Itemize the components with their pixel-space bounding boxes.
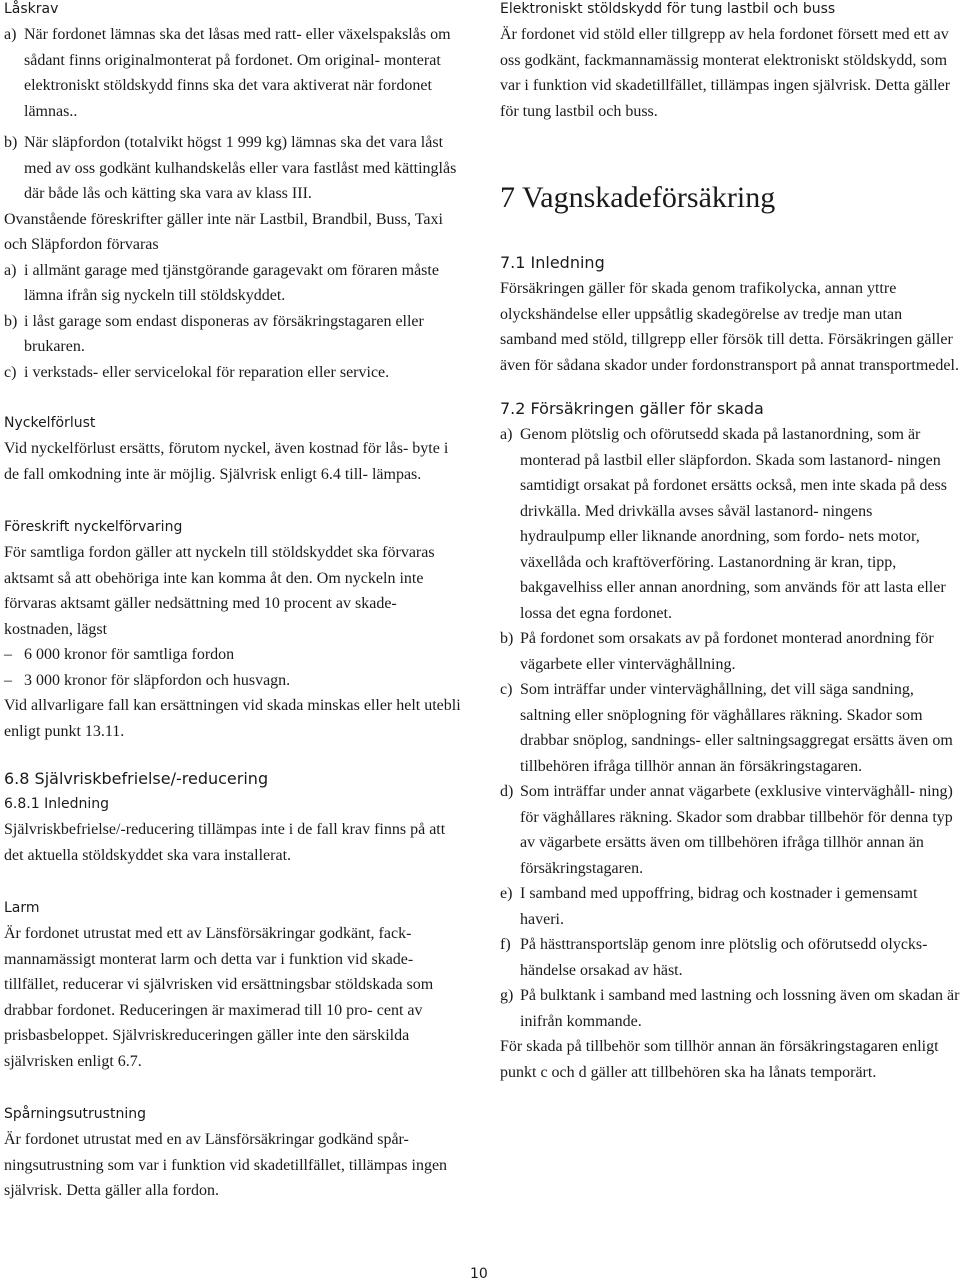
item-label: a) — [4, 26, 17, 43]
larm-heading: Larm — [4, 900, 40, 916]
item-text: i låst garage som endast disponeras av försäkringstagaren eller brukaren. — [24, 312, 424, 355]
section-6-8-heading: 6.8 Självriskbefrielse/-reducering — [4, 769, 269, 788]
foreskrift-text: För samtliga fordon gäller att nyckeln till stöldskyddet ska förvaras aktsamt så att obehöriga inte kan komma åt den. Om nyckeln inte förvaras aktsamt gäller nedsättning med 10 procent av skade- kostnaden, lägst — [4, 544, 435, 638]
list-item — [500, 677, 960, 779]
dash-mark: – — [4, 671, 12, 689]
dash-text: 3 000 kronor för släpfordon och husvagn. — [24, 671, 291, 689]
sparning-heading: Spårningsutrustning — [4, 1106, 146, 1122]
dash-text: 6 000 kronor för samtliga fordon — [24, 646, 235, 663]
allvarligare-text: Vid allvarligare fall kan ersättningen vid skada minskas eller helt utebli enligt punkt 13.11. — [4, 697, 461, 740]
left-column — [4, 0, 466, 1204]
item-text: På bulktank i samband med lastning och lossning även om skadan är inifrån kommande. — [520, 987, 960, 1030]
chapter-7-title: 7 Vagnskadeförsäkring — [500, 181, 776, 214]
list-item — [500, 881, 960, 932]
dash-mark: – — [4, 646, 12, 663]
item-label: b) — [500, 630, 514, 647]
list-item — [500, 422, 960, 626]
item-text: När fordonet lämnas ska det låsas med ratt- eller växelspakslås om sådant finns originalmonterat på fordonet. Om original- monterat elektroniskt stöldskydd finns ska det vara aktiverat när fordonet lämnas.. — [24, 26, 451, 120]
item-label: c) — [4, 363, 17, 381]
item-label: b) — [4, 312, 18, 330]
larm-text: Är fordonet utrustat med ett av Länsförsäkringar godkänt, fack- mannamässigt monterat larm och detta var i funktion vid skade- tillfället, reducerar vi självrisken vid ersättningsbar stöldskada som drabbar fordonet. Reduceringen är maximerad till 10 pro- cent av prisbasbeloppet. Självriskreduceringen gäller inte den särskilda självrisken enligt 6.7. — [4, 925, 434, 1070]
tillbehor-text: För skada på tillbehör som tillhör annan än försäkringstagaren enligt punkt c och d gäller att tillbehören ska ha lånats temporärt. — [500, 1038, 939, 1081]
item-label: d) — [500, 783, 514, 800]
laskrav-item-a — [4, 22, 466, 124]
item-label: c) — [500, 681, 513, 698]
item-text: i allmänt garage med tjänstgörande garagevakt om föraren måste lämna ifrån sig nyckeln till stöldskyddet. — [24, 261, 439, 304]
section-7-2-list — [500, 422, 960, 1034]
elektroniskt-heading: Elektroniskt stöldskydd för tung lastbil och buss — [500, 1, 836, 17]
laskrav-item-b — [4, 130, 466, 207]
nyckelforlust-text: Vid nyckelförlust ersätts, förutom nyckel, även kostnad för lås- byte i de fall omkodning inte är möjlig. Självrisk enligt 6.4 till- lämpas. — [4, 440, 449, 483]
list-item — [500, 626, 960, 677]
item-text: I samband med uppoffring, bidrag och kostnader i gemensamt haveri. — [520, 885, 918, 928]
list-item — [500, 779, 960, 881]
section-7-1-text: Försäkringen gäller för skada genom trafikolycka, annan yttre olyckshändelse eller uppsåtlig skadegörelse av tredje man utan samband med stöld, tillgrepp eller försök till detta. Försäkringen gäller även för sådana skador under fordonstransport på annat transportmedel. — [500, 280, 959, 374]
item-label: a) — [4, 261, 17, 279]
item-text: i verkstads- eller servicelokal för reparation eller service. — [24, 363, 390, 381]
section-7-2-heading: 7.2 Försäkringen gäller för skada — [500, 399, 764, 418]
item-text: På hästtransportsläp genom inre plötslig och oförutsedd olycks- händelse orsakad av häst. — [520, 936, 928, 979]
ovanstaende-text: Ovanstående föreskrifter gäller inte när Lastbil, Brandbil, Buss, Taxi och Släpfordon förvaras — [4, 210, 443, 253]
item-label: f) — [500, 936, 511, 953]
ovan-item-c — [4, 360, 466, 386]
laskrav-heading: Låskrav — [4, 1, 59, 17]
ovan-item-a — [4, 258, 466, 309]
item-text: Som inträffar under annat vägarbete (exklusive vinterväghåll- ning) för väghållares räkning. Skador som drabbar tillbehör för denna typ av vägarbete ersätts även om tillbehören ifråga tillhör annan än försäkringstagaren. — [520, 783, 953, 877]
right-column — [500, 0, 960, 1085]
nyckelforlust-heading: Nyckelförlust — [4, 415, 96, 431]
foreskrift-heading: Föreskrift nyckelförvaring — [4, 519, 183, 535]
dash-item — [4, 642, 466, 668]
item-label: g) — [500, 987, 514, 1004]
item-text: På fordonet som orsakats av på fordonet monterad anordning för vägarbete eller vinterväghållning. — [520, 630, 934, 673]
item-label: a) — [500, 426, 513, 443]
ovan-item-b — [4, 309, 466, 360]
page-number: 10 — [470, 1266, 488, 1282]
item-text: Genom plötslig och oförutsedd skada på lastanordning, som är monterad på lastbil eller släpfordon. Skada som lastanord- ningen samtidigt orsakat på fordonet ersätts också, men inte skada på dess drivkälla. Med drivkälla avses såväl lastanord- ningens hydraulpump eller liknande anordning, som fordo- nets motor, växellåda och kraftöverföring. Lastanordning är kran, tipp, bakgavelhiss eller annan anordning, som används för att lasta eller lossa det egna fordonet. — [520, 426, 947, 622]
item-label: e) — [500, 885, 513, 902]
list-item — [500, 983, 960, 1034]
item-text: När släpfordon (totalvikt högst 1 999 kg) lämnas ska det vara låst med av oss godkänt kulhandskelås eller vara fastlåst med kättinglås där både lås och kätting ska vara av klass III. — [24, 134, 457, 202]
item-label: b) — [4, 134, 18, 151]
elektroniskt-text: Är fordonet vid stöld eller tillgrepp av hela fordonet försett med ett av oss godkänt, fackmannamässig monterat elektroniskt stöldskydd, som var i funktion vid skadetillfället, tillämpas ingen självrisk. Detta gäller för tung lastbil och buss. — [500, 26, 951, 120]
dash-item — [4, 668, 466, 694]
list-item — [500, 932, 960, 983]
section-6-8-1-heading: 6.8.1 Inledning — [4, 796, 109, 812]
sparning-text: Är fordonet utrustat med en av Länsförsäkringar godkänd spår- ningsutrustning som var i funktion vid skadetillfället, tillämpas ingen självrisk. Detta gäller alla fordon. — [4, 1131, 448, 1199]
section-6-8-1-text: Självriskbefrielse/-reducering tillämpas inte i de fall krav finns på att det aktuella stöldskyddet ska vara installerat. — [4, 821, 446, 864]
section-7-1-heading: 7.1 Inledning — [500, 253, 605, 272]
item-text: Som inträffar under vinterväghållning, det vill säga sandning, saltning eller snöplogning för väghållares räkning. Skador som drabbar snöplog, sandnings- eller saltningsaggregat ersätts även om tillbehören ifråga tillhör annan än försäkringstagaren. — [520, 681, 953, 775]
